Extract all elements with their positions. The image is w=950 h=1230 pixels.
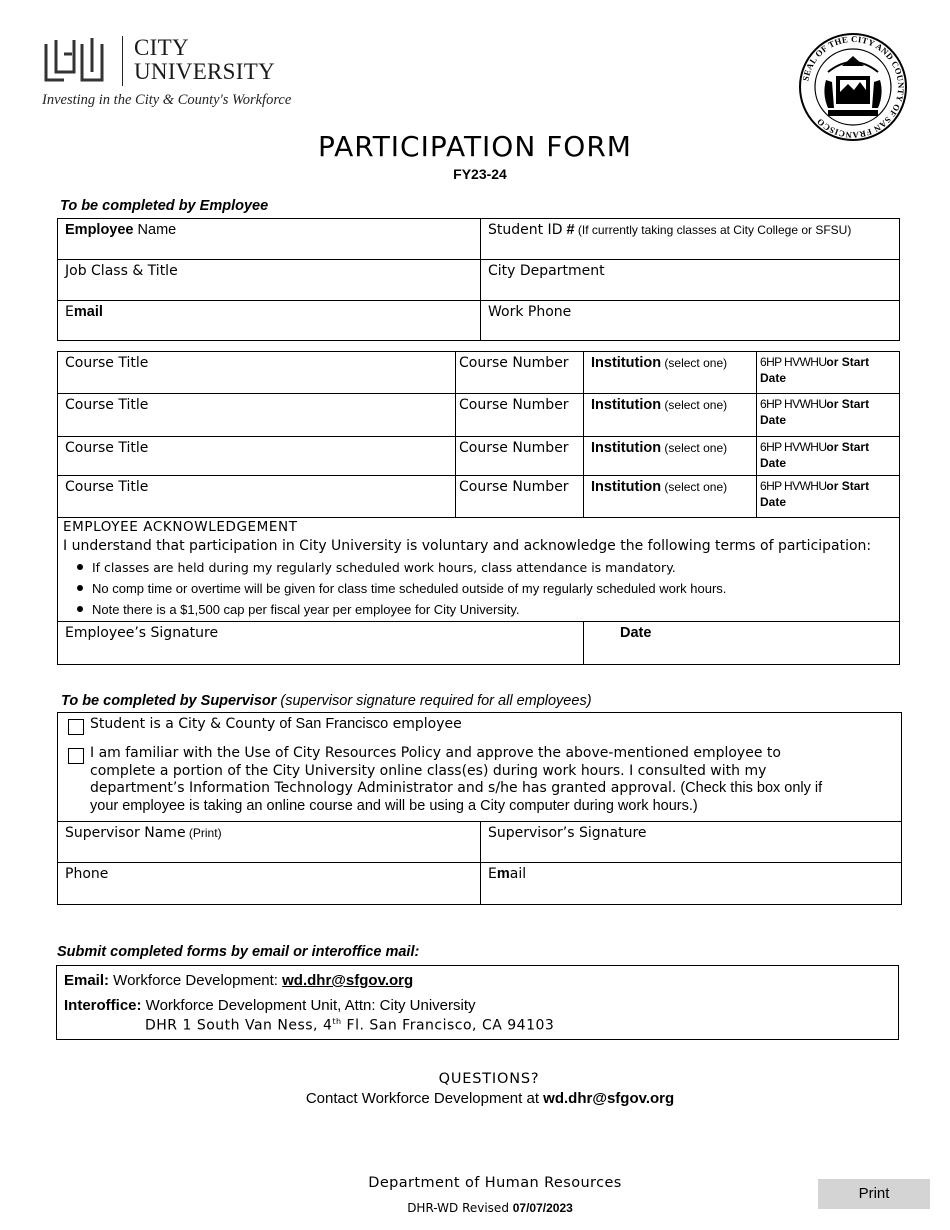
city-university-logo-mark <box>42 36 112 86</box>
course-title-field[interactable]: Course Title <box>58 394 456 437</box>
list-item: Note there is a $1,500 cap per fiscal year per employee for City University. <box>75 599 894 620</box>
course-row <box>58 352 900 394</box>
supervisor-name-field[interactable]: Supervisor Name (Print) <box>58 822 481 863</box>
acknowledgement-heading: EMPLOYEE ACKNOWLEDGEMENT <box>63 519 298 535</box>
logo-wordmark: CITY UNIVERSITY <box>134 35 275 84</box>
institution-select[interactable]: Institution (select one) <box>584 437 757 476</box>
print-button[interactable]: Print <box>818 1179 930 1209</box>
course-row <box>58 394 900 437</box>
online-course-approval-checkbox[interactable] <box>68 748 84 764</box>
job-class-title-field[interactable]: Job Class & Title <box>58 260 481 301</box>
list-item: No comp time or overtime will be given for class time scheduled outside of my regularly scheduled work hours. <box>75 578 894 599</box>
logo-divider <box>122 36 123 86</box>
online-course-approval-option: I am familiar with the Use of City Resources Policy and approve the above-mentioned employee to complete a portion of the City University online class(es) during work hours. I consulted with my department’s Information Technology Administrator and s/he has granted approval. (Check this box only if your employee is taking an online course and will be using a City computer during work hours.) <box>68 745 891 815</box>
city-department-field[interactable]: City Department <box>481 260 900 301</box>
list-item: If classes are held during my regularly scheduled work hours, class attendance is mandatory. <box>75 557 894 578</box>
course-number-field[interactable]: Course Number <box>456 437 584 476</box>
course-title-field[interactable]: Course Title <box>58 352 456 394</box>
institution-select[interactable]: Institution (select one) <box>584 476 757 518</box>
footer-revision: DHR-WD Revised 07/07/2023 <box>407 1201 573 1215</box>
course-row <box>58 476 900 518</box>
submit-email-link[interactable]: wd.dhr@sfgov.org <box>282 972 414 989</box>
supervisor-email-field[interactable]: Email <box>481 863 902 905</box>
supervisor-phone-field[interactable]: Phone <box>58 863 481 905</box>
employee-status-option: Student is a City & County of San Francisco employee <box>68 716 891 735</box>
employee-name-field[interactable]: Employee Name <box>58 219 481 260</box>
submit-instructions-heading: Submit completed forms by email or interoffice mail: <box>57 944 420 960</box>
dhr-address: DHR 1 South Van Ness, 4th Fl. San Francisco, CA 94103 <box>145 1017 555 1034</box>
supervisor-table <box>57 712 902 905</box>
course-title-field[interactable]: Course Title <box>58 437 456 476</box>
contact-email[interactable]: wd.dhr@sfgov.org <box>543 1090 675 1107</box>
semester-start-date-field[interactable]: 6HP HVWHUor Start Date <box>757 437 900 476</box>
page-title: PARTICIPATION FORM <box>318 130 632 163</box>
courses-table <box>57 351 900 665</box>
employee-acknowledgement <box>58 518 900 622</box>
course-number-field[interactable]: Course Number <box>456 476 584 518</box>
semester-start-date-field[interactable]: 6HP HVWHUor Start Date <box>757 394 900 437</box>
semester-start-date-field[interactable]: 6HP HVWHUor Start Date <box>757 352 900 394</box>
logo-tagline: Investing in the City & County's Workforce <box>42 92 292 108</box>
supervisor-section-heading: To be completed by Supervisor (supervisor signature required for all employees) <box>61 693 592 709</box>
student-id-field[interactable]: Student ID # (If currently taking classes at City College or SFSU) <box>481 219 900 260</box>
acknowledgement-terms <box>75 557 894 620</box>
employee-signature-field[interactable]: Employee’s Signature <box>58 622 584 665</box>
institution-select[interactable]: Institution (select one) <box>584 352 757 394</box>
semester-start-date-field[interactable]: 6HP HVWHUor Start Date <box>757 476 900 518</box>
sf-employee-checkbox[interactable] <box>68 719 84 735</box>
footer-department: Department of Human Resources <box>368 1175 622 1191</box>
submit-interoffice-line: Interoffice: Workforce Development Unit, Attn: City University <box>64 997 476 1014</box>
course-row <box>58 437 900 476</box>
questions-heading: QUESTIONS? <box>438 1071 540 1087</box>
submit-details <box>56 965 899 1040</box>
svg-text:SEAL OF THE CITY AND COUNTY OF: SEAL OF THE CITY AND COUNTY OF SAN FRANCISCO <box>800 33 907 141</box>
submit-email-line: Email: Workforce Development: wd.dhr@sfgov.org <box>64 972 414 989</box>
employee-email-field[interactable]: Email <box>58 301 481 341</box>
city-seal-icon <box>798 32 908 142</box>
work-phone-field[interactable]: Work Phone <box>481 301 900 341</box>
supervisor-signature-field[interactable]: Supervisor’s Signature <box>481 822 902 863</box>
fiscal-year: FY23-24 <box>453 166 507 182</box>
acknowledgement-intro: I understand that participation in City University is voluntary and acknowledge the following terms of participation: <box>63 538 872 554</box>
employee-info-table <box>57 218 900 341</box>
course-number-field[interactable]: Course Number <box>456 352 584 394</box>
employee-section-heading: To be completed by Employee <box>60 198 269 214</box>
course-title-field[interactable]: Course Title <box>58 476 456 518</box>
supervisor-approvals <box>58 713 902 822</box>
questions-contact: Contact Workforce Development at wd.dhr@sfgov.org <box>305 1090 675 1107</box>
course-number-field[interactable]: Course Number <box>456 394 584 437</box>
employee-date-field[interactable]: Date <box>584 622 900 665</box>
institution-select[interactable]: Institution (select one) <box>584 394 757 437</box>
